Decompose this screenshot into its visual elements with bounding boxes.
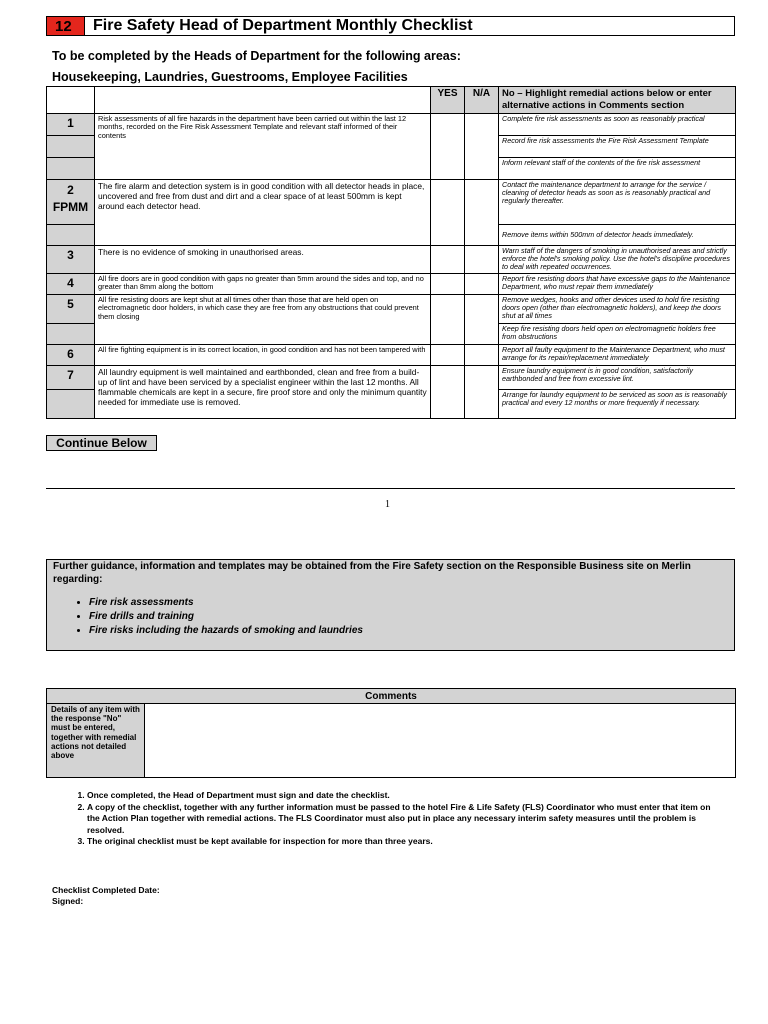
table-row — [47, 245, 736, 273]
yes-checkbox-cell[interactable] — [431, 245, 465, 273]
list-item: 1. Once completed, the Head of Department must sign and date the checklist. — [87, 790, 722, 802]
item-statement: All fire fighting equipment is in its correct location, in good condition and has not been tampered with — [95, 344, 431, 365]
item-number — [47, 179, 95, 224]
comments-table — [46, 688, 736, 778]
table-header-row — [47, 87, 736, 114]
remedial-action[interactable]: Warn staff of the dangers of smoking in unauthorised areas and strictly enforce the hotel's smoking policy. Use the hotel's discipline procedures to deal with repeated occurrences. — [499, 245, 736, 273]
na-checkbox-cell[interactable] — [465, 245, 499, 273]
remedial-action[interactable]: Inform relevant staff of the contents of the fire risk assessment — [499, 157, 736, 179]
item-statement: The fire alarm and detection system is in good condition with all detector heads in place, uncovered and free from dust and dirt and a clear space of at least 500mm is kept around each detector head. — [95, 179, 431, 245]
item-number-blank — [47, 389, 95, 418]
signed-label: Signed: — [52, 896, 84, 906]
item-statement: All fire doors are in good condition with gaps no greater than 5mm around the sides and top, and no greater than 8mm along the bottom — [95, 273, 431, 294]
table-row — [47, 294, 736, 323]
instructions-list — [52, 790, 722, 848]
yes-checkbox-cell[interactable] — [431, 179, 465, 245]
item-number-sub: FPMM — [52, 200, 89, 215]
item-number: 5 — [47, 294, 95, 323]
na-checkbox-cell[interactable] — [465, 273, 499, 294]
header-yes: YES — [431, 87, 465, 114]
table-row — [47, 179, 736, 224]
list-item: • Fire risk assessments — [89, 596, 728, 610]
item-statement: There is no evidence of smoking in unauthorised areas. — [95, 245, 431, 273]
areas-text: Housekeeping, Laundries, Guestrooms, Employee Facilities — [52, 70, 408, 84]
header-no-actions: No – Highlight remedial actions below or enter alternative actions in Comments section — [499, 87, 736, 114]
comments-field[interactable] — [145, 704, 736, 778]
table-row — [47, 273, 736, 294]
page-number: 1 — [385, 499, 390, 510]
remedial-action[interactable]: Keep fire resisting doors held open on electromagnetic holders free from obstructions — [499, 323, 736, 344]
table-row — [47, 365, 736, 389]
checklist-title: Fire Safety Head of Department Monthly Checklist — [93, 17, 473, 34]
item-statement: All fire resisting doors are kept shut at all times other than those that are held open on electromagnetic door holders, in which case they are free from any obstructions that could prevent them closing — [95, 294, 431, 344]
yes-checkbox-cell[interactable] — [431, 273, 465, 294]
item-number: 6 — [47, 344, 95, 365]
intro-text: To be completed by the Heads of Department for the following areas: — [52, 49, 461, 63]
na-checkbox-cell[interactable] — [465, 294, 499, 344]
table-row — [47, 113, 736, 135]
item-number-blank — [47, 157, 95, 179]
remedial-action[interactable]: Remove items within 500mm of detector heads immediately. — [499, 224, 736, 245]
remedial-action[interactable]: Ensure laundry equipment is in good condition, satisfactorily earthbonded and free from excessive lint. — [499, 365, 736, 389]
item-statement: All laundry equipment is well maintained and earthbonded, clean and free from a build-up of lint and have been serviced by a specialist engineer within the last 12 months. All flammable chemicals are kept in a secure, fire proof store and only the minimum quantity needed for immediate use is removed. — [95, 365, 431, 418]
comments-header-row — [47, 689, 736, 704]
yes-checkbox-cell[interactable] — [431, 365, 465, 418]
header-na: N/A — [465, 87, 499, 114]
remedial-action[interactable]: Remove wedges, hooks and other devices used to hold fire resisting doors open (other than electromagnetic holders), and keep the doors shut at all times — [499, 294, 736, 323]
page-divider — [46, 488, 735, 489]
na-checkbox-cell[interactable] — [465, 344, 499, 365]
remedial-action[interactable]: Report fire resisting doors that have excessive gaps to the Maintenance Department, who must repair them immediately — [499, 273, 736, 294]
item-number: 3 — [47, 245, 95, 273]
comments-row — [47, 704, 736, 778]
header-blank-statement — [95, 87, 431, 114]
checklist-title-bar — [46, 16, 735, 36]
comments-header: Comments — [47, 689, 736, 704]
remedial-action[interactable]: Report all faulty equipment to the Maintenance Department, who must arrange for its repair/replacement immediately — [499, 344, 736, 365]
item-number: 7 — [47, 365, 95, 389]
item-number: 4 — [47, 273, 95, 294]
na-checkbox-cell[interactable] — [465, 113, 499, 179]
yes-checkbox-cell[interactable] — [431, 113, 465, 179]
guidance-box — [46, 559, 735, 651]
completed-date-label: Checklist Completed Date: — [52, 885, 160, 895]
continue-below-label: Continue Below — [46, 435, 157, 451]
na-checkbox-cell[interactable] — [465, 179, 499, 245]
na-checkbox-cell[interactable] — [465, 365, 499, 418]
item-statement: Risk assessments of all fire hazards in the department have been carried out within the last 12 months, recorded on the Fire Risk Assessment Template and relevant staff informed of their contents — [95, 113, 431, 179]
yes-checkbox-cell[interactable] — [431, 344, 465, 365]
list-item: 3. The original checklist must be kept available for inspection for more than three years. — [87, 836, 722, 848]
guidance-list — [53, 596, 728, 638]
remedial-action[interactable]: Record fire risk assessments the Fire Risk Assessment Template — [499, 135, 736, 157]
item-number-blank — [47, 135, 95, 157]
item-number-blank — [47, 323, 95, 344]
item-number-blank — [47, 224, 95, 245]
list-item: 2. A copy of the checklist, together with any further information must be passed to the hotel Fire & Life Safety (FLS) Coordinator who must enter that item on the Action Plan together with remedial actions. The FLS Coordinator must also put in place any necessary interim safety measures until the problem is resolved. — [87, 802, 722, 837]
remedial-action[interactable]: Contact the maintenance department to arrange for the service / cleaning of detector heads as soon as is reasonably practical and regularly thereafter. — [499, 179, 736, 224]
checklist-table — [46, 86, 736, 419]
header-blank-num — [47, 87, 95, 114]
comments-label: Details of any item with the response "No" must be entered, together with remedial actions not detailed above — [47, 704, 145, 778]
item-number-value: 2 — [67, 182, 74, 197]
table-row — [47, 344, 736, 365]
remedial-action[interactable]: Complete fire risk assessments as soon as reasonably practical — [499, 113, 736, 135]
item-number: 1 — [47, 113, 95, 135]
checklist-number: 12 — [47, 17, 85, 35]
list-item: • Fire drills and training — [89, 610, 728, 624]
remedial-action[interactable]: Arrange for laundry equipment to be serviced as soon as is reasonably practical and every 12 months or more frequently if necessary. — [499, 389, 736, 418]
guidance-text: Further guidance, information and templates may be obtained from the Fire Safety section on the Responsible Business site on Merlin regarding: — [53, 561, 691, 585]
list-item: • Fire risks including the hazards of smoking and laundries — [89, 624, 728, 638]
yes-checkbox-cell[interactable] — [431, 294, 465, 344]
